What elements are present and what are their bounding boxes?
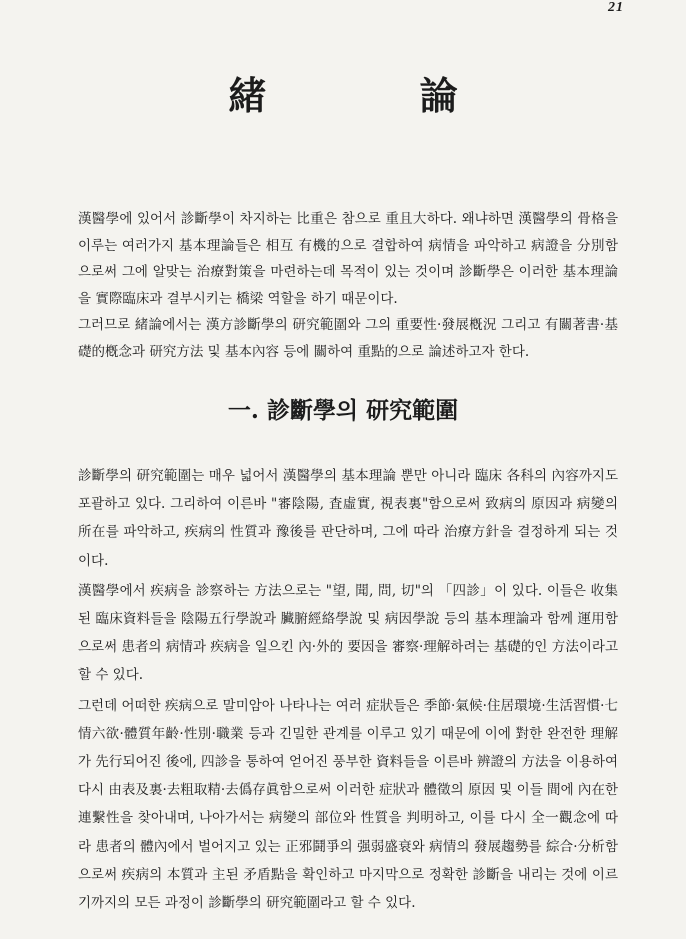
section-heading: 一. 診斷學의 研究範圍 bbox=[227, 397, 459, 424]
section-body bbox=[78, 460, 618, 917]
section-paragraph-2: 漢醫學에서 疾病을 診察하는 方法으로는 "望, 聞, 問, 切"의 「四診」이 있다. 이들은 收集된 臨床資料들을 陰陽五行學說과 臟腑經絡學說 및 病因學說 등의 基本理論과 함께 運用함으로써 患者의 病情과 疾病을 일으킨 內·外的 要因을 審察·理解하려는 基礎的인 方法이라고 할 수 있다. bbox=[78, 582, 618, 684]
intro-paragraph-2: 그러므로 緒論에서는 漢方診斷學의 研究範圍와 그의 重要性·發展槪況 그리고 有關著書·基礎的槪念과 研究方法 및 基本內容 등에 關하여 重點的으로 論述하고자 한다. bbox=[78, 317, 618, 360]
intro-section bbox=[78, 206, 618, 365]
chapter-title: 緒 論 bbox=[228, 73, 528, 118]
page-number: 21 bbox=[608, 0, 624, 15]
section-paragraph-1: 診斷學의 研究範圍는 매우 넓어서 漢醫學의 基本理論 뿐만 아니라 臨床 各科의 內容까지도 포괄하고 있다. 그리하여 이른바 "審陰陽, 査虛實, 視表裏"함으로써 致病의 原因과 病變의 所在를 파악하고, 疾病의 性質과 豫後를 판단하며, 그에 따라 治療方針을 결정하게 되는 것이다. bbox=[78, 468, 618, 569]
intro-paragraph-1: 漢醫學에 있어서 診斷學이 차지하는 比重은 참으로 重且大하다. 왜냐하면 漢醫學의 骨格을 이루는 여러가지 基本理論들은 相互 有機的으로 결합하여 病情을 파악하고 病證을 分別함으로써 그에 알맞는 治療對策을 마련하는데 목적이 있는 것이며 診斷學은 이러한 基本理論을 實際臨床과 결부시키는 橋梁 역할을 하기 때문이다. bbox=[78, 211, 618, 307]
section-paragraph-3: 그런데 어떠한 疾病으로 말미암아 나타나는 여러 症狀들은 季節·氣候·住居環境·生活習慣·七情六欲·體質年齡·性別·職業 등과 긴밀한 관계를 이루고 있기 때문에 이에 對한 완전한 理解가 先行되어진 後에, 四診을 통하여 얻어진 풍부한 資料들을 이른바 辨證의 方法을 이용하여 다시 由表及裏·去粗取精·去僞存眞함으로써 이러한 症狀과 體徵의 原因 및 이들 間에 內在한 連繫性을 찾아내며, 나아가서는 病變의 部位와 性質을 判明하고, 이를 다시 全一觀念에 따라 患者의 體內에서 벌어지고 있는 正邪鬪爭의 强弱盛衰와 病情의 發展趨勢를 綜合·分析함으로써 疾病의 本質과 主된 矛盾點을 확인하고 마지막으로 정확한 診斷을 내리는 것에 이르기까지의 모든 과정이 診斷學의 研究範圍라고 할 수 있다. bbox=[78, 697, 618, 912]
